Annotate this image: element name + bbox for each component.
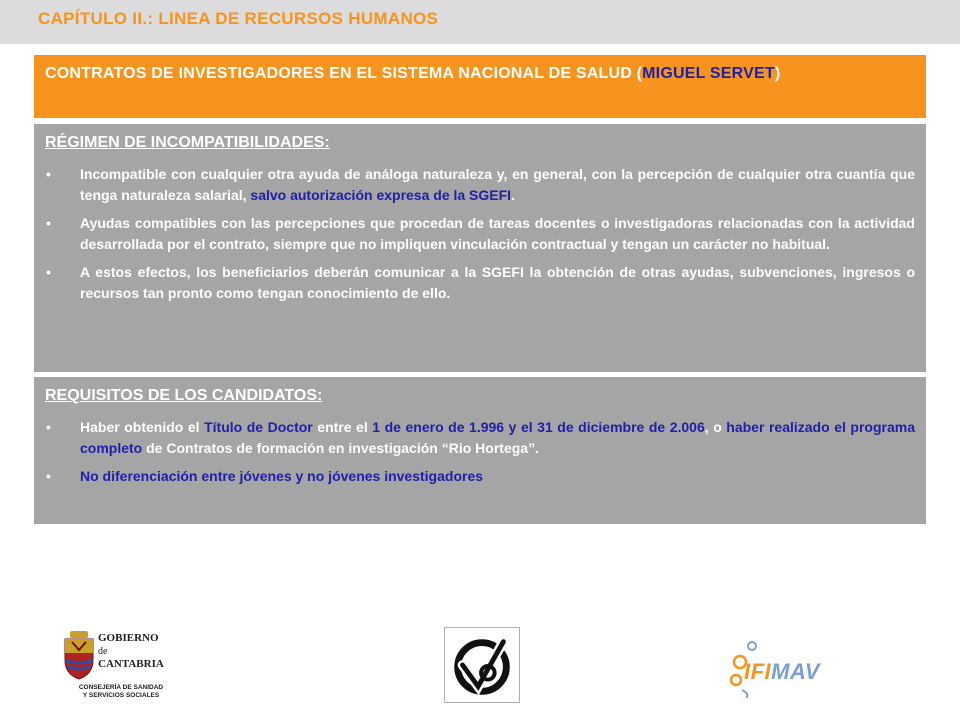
- incompatibilidades-list: [45, 164, 915, 303]
- list-item-text: No diferenciación entre jóvenes y no jóvenes investigadores: [80, 468, 484, 484]
- list-item-text: A estos efectos, los beneficiarios deberán comunicar a la SGEFI la obtención de otras ayudas, subvenciones, ingresos o recursos tan pronto como tengan conocimiento de ello.: [80, 264, 915, 301]
- list-item: [45, 466, 915, 487]
- list-item-highlight: salvo autorización expresa de la SGEFI: [250, 186, 512, 203]
- section-title: [45, 62, 915, 86]
- gobierno-text: [98, 632, 164, 671]
- requisito-highlight-2: 1 de enero de 1.996 y el 31 de diciembre de 2.006: [372, 419, 705, 435]
- section-title-highlight: MIGUEL SERVET: [642, 65, 775, 82]
- gobierno-line-3: CANTABRIA: [98, 658, 164, 670]
- list-item: [45, 164, 915, 205]
- requisito-text-3: , o: [704, 419, 727, 435]
- ifimav-part-2: MAV: [771, 659, 820, 684]
- requisito-text-4: de Contratos de formación en investigación: [142, 439, 442, 456]
- list-item-tail: .: [511, 186, 515, 203]
- gobierno-cantabria-logo: [62, 630, 182, 704]
- consejeria-line-2: Y SERVICIOS SOCIALES: [82, 692, 160, 699]
- section-title-main: CONTRATOS DE INVESTIGADORES EN EL SISTEMA NACIONAL DE SALUD: [45, 65, 637, 82]
- requisitos-panel: [34, 377, 926, 524]
- section-title-paren-open: (: [636, 65, 643, 82]
- ifimav-logo: [728, 640, 858, 700]
- quality-seal-logo: [444, 627, 520, 703]
- chapter-title: CAPÍTULO II.: LINEA DE RECURSOS HUMANOS: [38, 9, 439, 28]
- requisito-text-2: entre el: [312, 419, 373, 435]
- bullet-icon: •: [46, 215, 51, 231]
- section-title-paren-close: ): [774, 65, 781, 82]
- consejeria-text: [66, 684, 176, 700]
- section-title-band: [34, 55, 926, 118]
- bullet-icon: •: [46, 468, 51, 484]
- incompatibilidades-panel: [34, 124, 926, 372]
- gobierno-line-2: de: [98, 646, 108, 657]
- requisitos-list: [45, 417, 915, 487]
- requisito-text-1: Haber obtenido el: [80, 419, 205, 435]
- coat-of-arms-icon: [62, 630, 96, 680]
- requisitos-heading: REQUISITOS DE LOS CANDIDATOS:: [45, 387, 323, 404]
- quality-check-icon: [445, 628, 519, 702]
- consejeria-line-1: CONSEJERÍA DE SANIDAD: [78, 684, 164, 691]
- list-item: [45, 213, 915, 254]
- requisito-text-5: “Rio Hortega”.: [441, 439, 539, 456]
- requisito-highlight-1: Título de Doctor: [204, 419, 313, 435]
- header-bar: [0, 0, 960, 44]
- ifimav-part-1: IFI: [744, 659, 772, 684]
- ifimav-wordmark: [744, 659, 820, 685]
- list-item: [45, 262, 915, 303]
- bullet-icon: •: [46, 264, 51, 280]
- requisito-highlight-3: haber realizado el programa completo: [80, 419, 915, 456]
- bullet-icon: •: [46, 166, 51, 182]
- gobierno-line-1: GOBIERNO: [98, 632, 159, 644]
- bullet-icon: •: [46, 419, 51, 435]
- list-item-text: Ayudas compatibles con las percepciones que procedan de tareas docentes o investigadoras relacionadas con la actividad desarrollada por el contrato, siempre que no impliquen vinculación contractual y tengan un carácter no habitual.: [80, 215, 915, 252]
- incompatibilidades-heading: RÉGIMEN DE INCOMPATIBILIDADES:: [45, 134, 330, 151]
- list-item-text: Incompatible con cualquier otra ayuda de análoga naturaleza y, en general, con la percepción de cualquier otra cuantía que tenga naturaleza salarial,: [80, 166, 915, 203]
- list-item: [45, 417, 915, 458]
